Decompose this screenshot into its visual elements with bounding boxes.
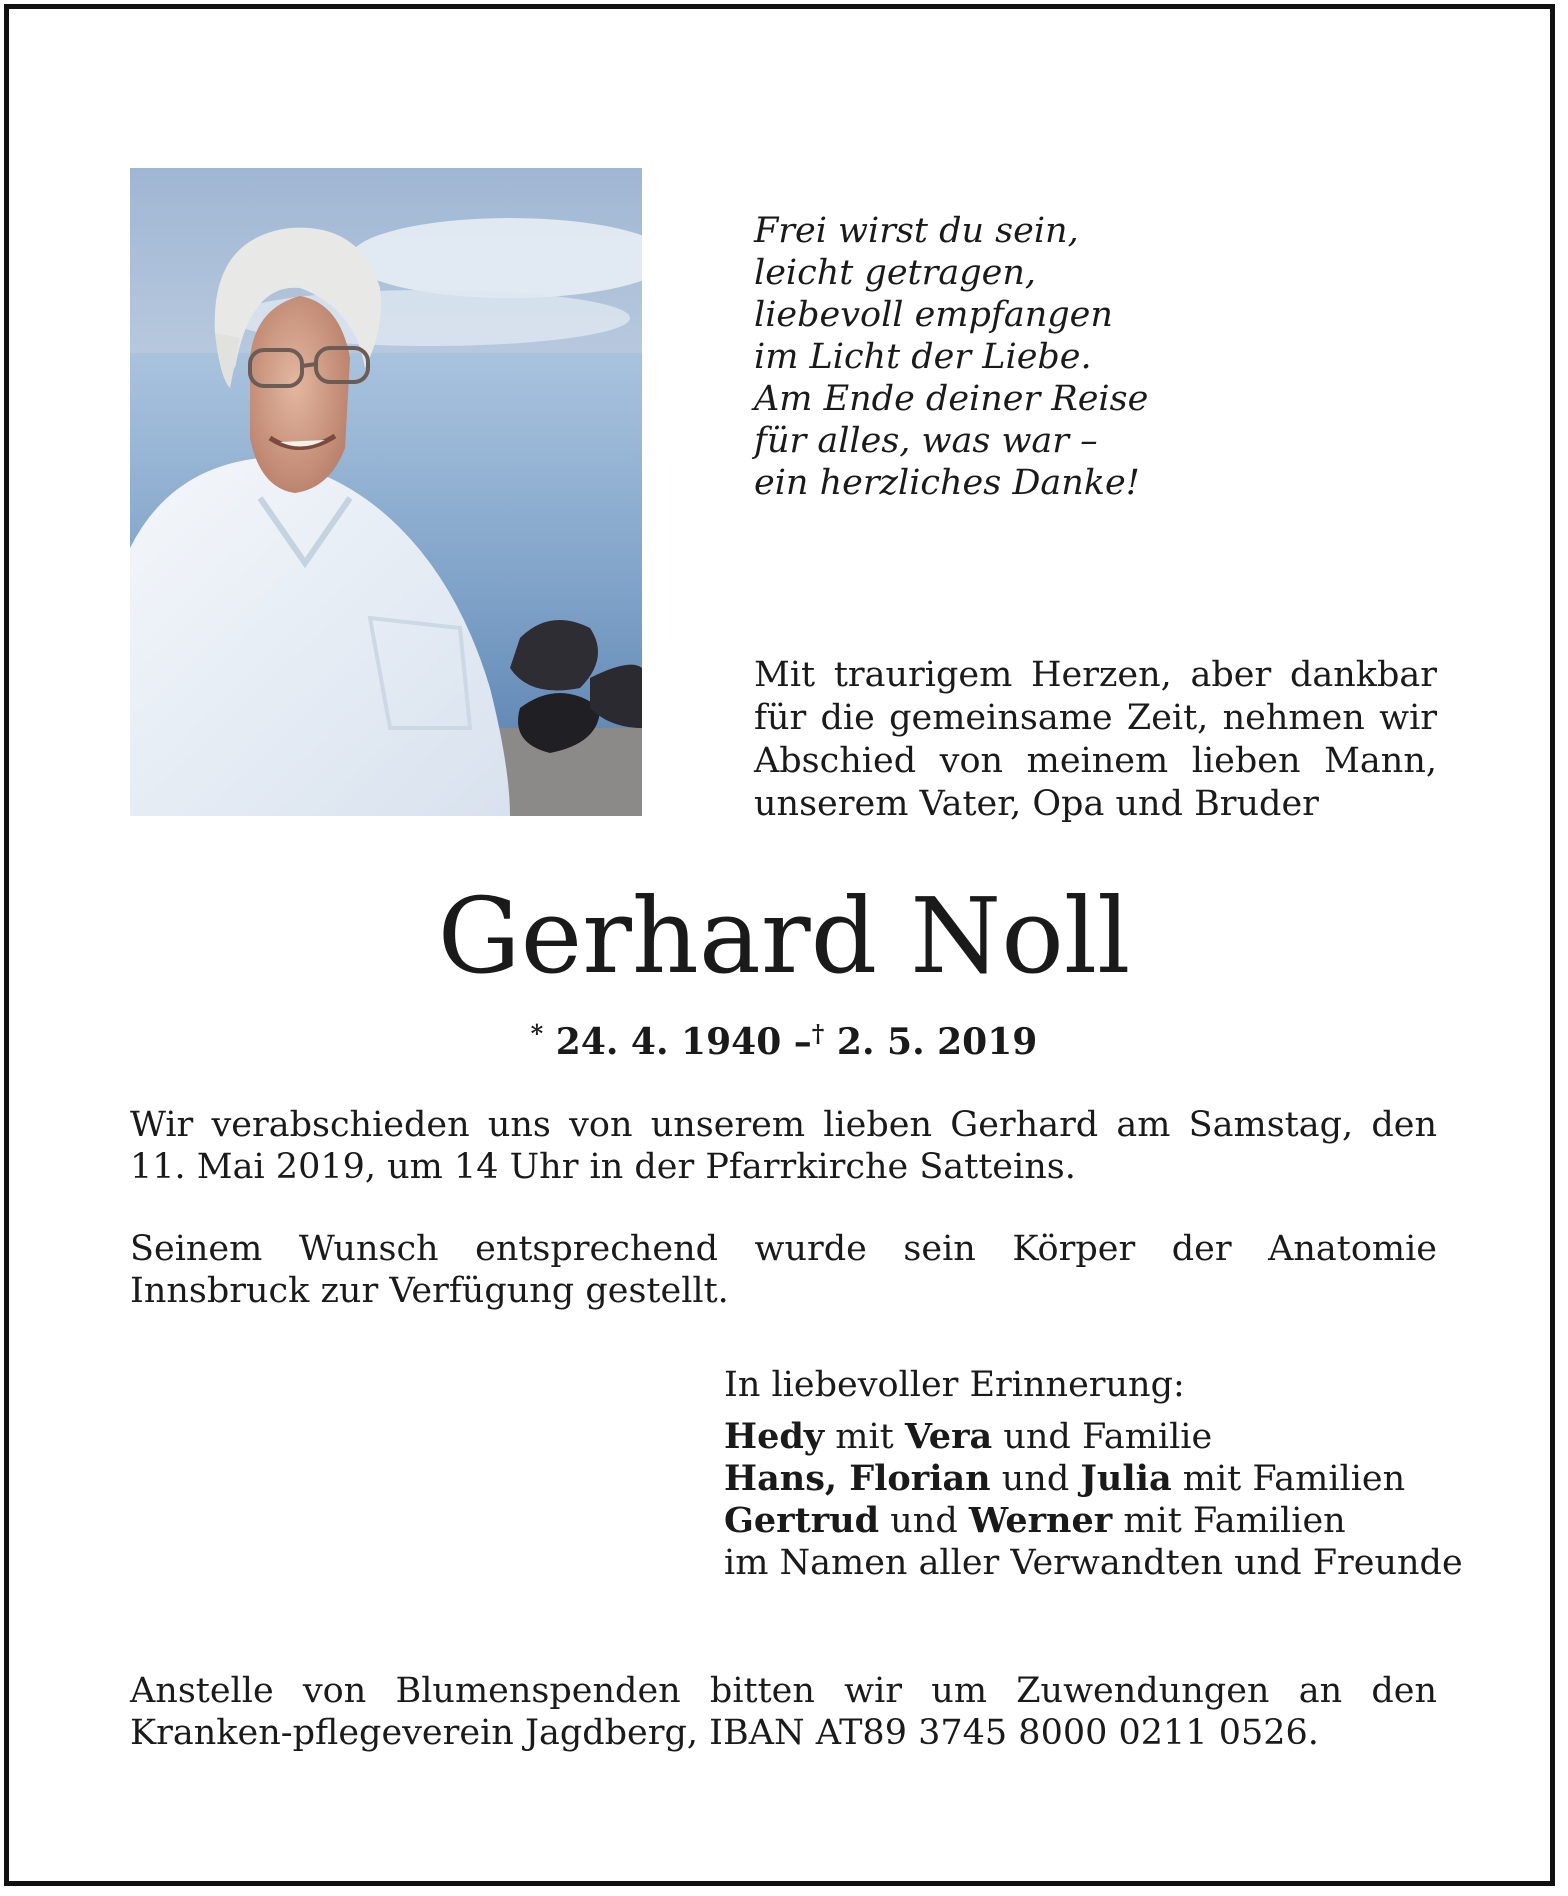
birth-symbol: *: [530, 1019, 544, 1048]
donation-text: Anstelle von Blumenspenden bitten wir um Zuwendungen an den Kranken-pflegeverein Jagdberg, IBAN AT89 3745 8000 0211 0526.: [130, 1671, 1437, 1753]
poem: [754, 210, 1148, 504]
poem-line: im Licht der Liebe.: [754, 337, 1092, 377]
funeral-text: Wir verabschieden uns von unserem lieben Gerhard am Samstag, den 11. Mai 2019, um 14 Uhr in der Pfarrkirche Satteins.: [130, 1105, 1437, 1187]
family-name: Vera: [904, 1416, 993, 1457]
memory-rest: mit Familien: [1112, 1501, 1346, 1541]
family-name: Julia: [1080, 1458, 1172, 1499]
family-name: Werner: [968, 1500, 1113, 1541]
death-symbol: †: [811, 1019, 825, 1048]
anatomy-text: Seinem Wunsch entsprechend wurde sein Körper der Anatomie Innsbruck zur Verfügung gestellt.: [130, 1229, 1437, 1311]
poem-line: für alles, was war –: [754, 421, 1098, 461]
poem-line: Frei wirst du sein,: [754, 211, 1079, 251]
life-dates: [0, 1012, 1568, 1064]
birth-date: 24. 4. 1940: [555, 1021, 782, 1063]
memory-line: [724, 1500, 1463, 1542]
family-name: Gertrud: [724, 1500, 880, 1541]
family-name: Hans, Florian: [724, 1458, 991, 1499]
deceased-name: Gerhard Noll: [437, 875, 1131, 997]
memory-rest: und Familie: [992, 1417, 1213, 1457]
poem-line: liebevoll empfangen: [754, 295, 1113, 335]
poem-line: Am Ende deiner Reise: [754, 379, 1149, 419]
memory-signature: [724, 1364, 1463, 1584]
poem-line: leicht getragen,: [754, 253, 1036, 293]
memory-connector: mit: [824, 1417, 905, 1457]
memory-rest: mit Familien: [1171, 1459, 1406, 1499]
memory-connector: und: [879, 1501, 969, 1541]
portrait-photo: [130, 168, 642, 816]
memory-line: im Namen aller Verwandten und Freunde: [724, 1543, 1463, 1583]
memory-heading: In liebevoller Erinnerung:: [724, 1365, 1185, 1405]
date-separator: –: [793, 1021, 812, 1063]
poem-line: ein herzliches Danke!: [754, 463, 1140, 503]
memory-connector: und: [990, 1459, 1081, 1499]
intro-text: Mit traurigem Herzen, aber dankbar für die gemeinsame Zeit, nehmen wir Abschied von meinem lieben Mann, unserem Vater, Opa und Bruder: [754, 655, 1437, 824]
memory-line: [724, 1458, 1463, 1500]
death-date: 2. 5. 2019: [836, 1021, 1038, 1063]
memory-line: [724, 1416, 1463, 1458]
family-name: Hedy: [724, 1416, 825, 1457]
